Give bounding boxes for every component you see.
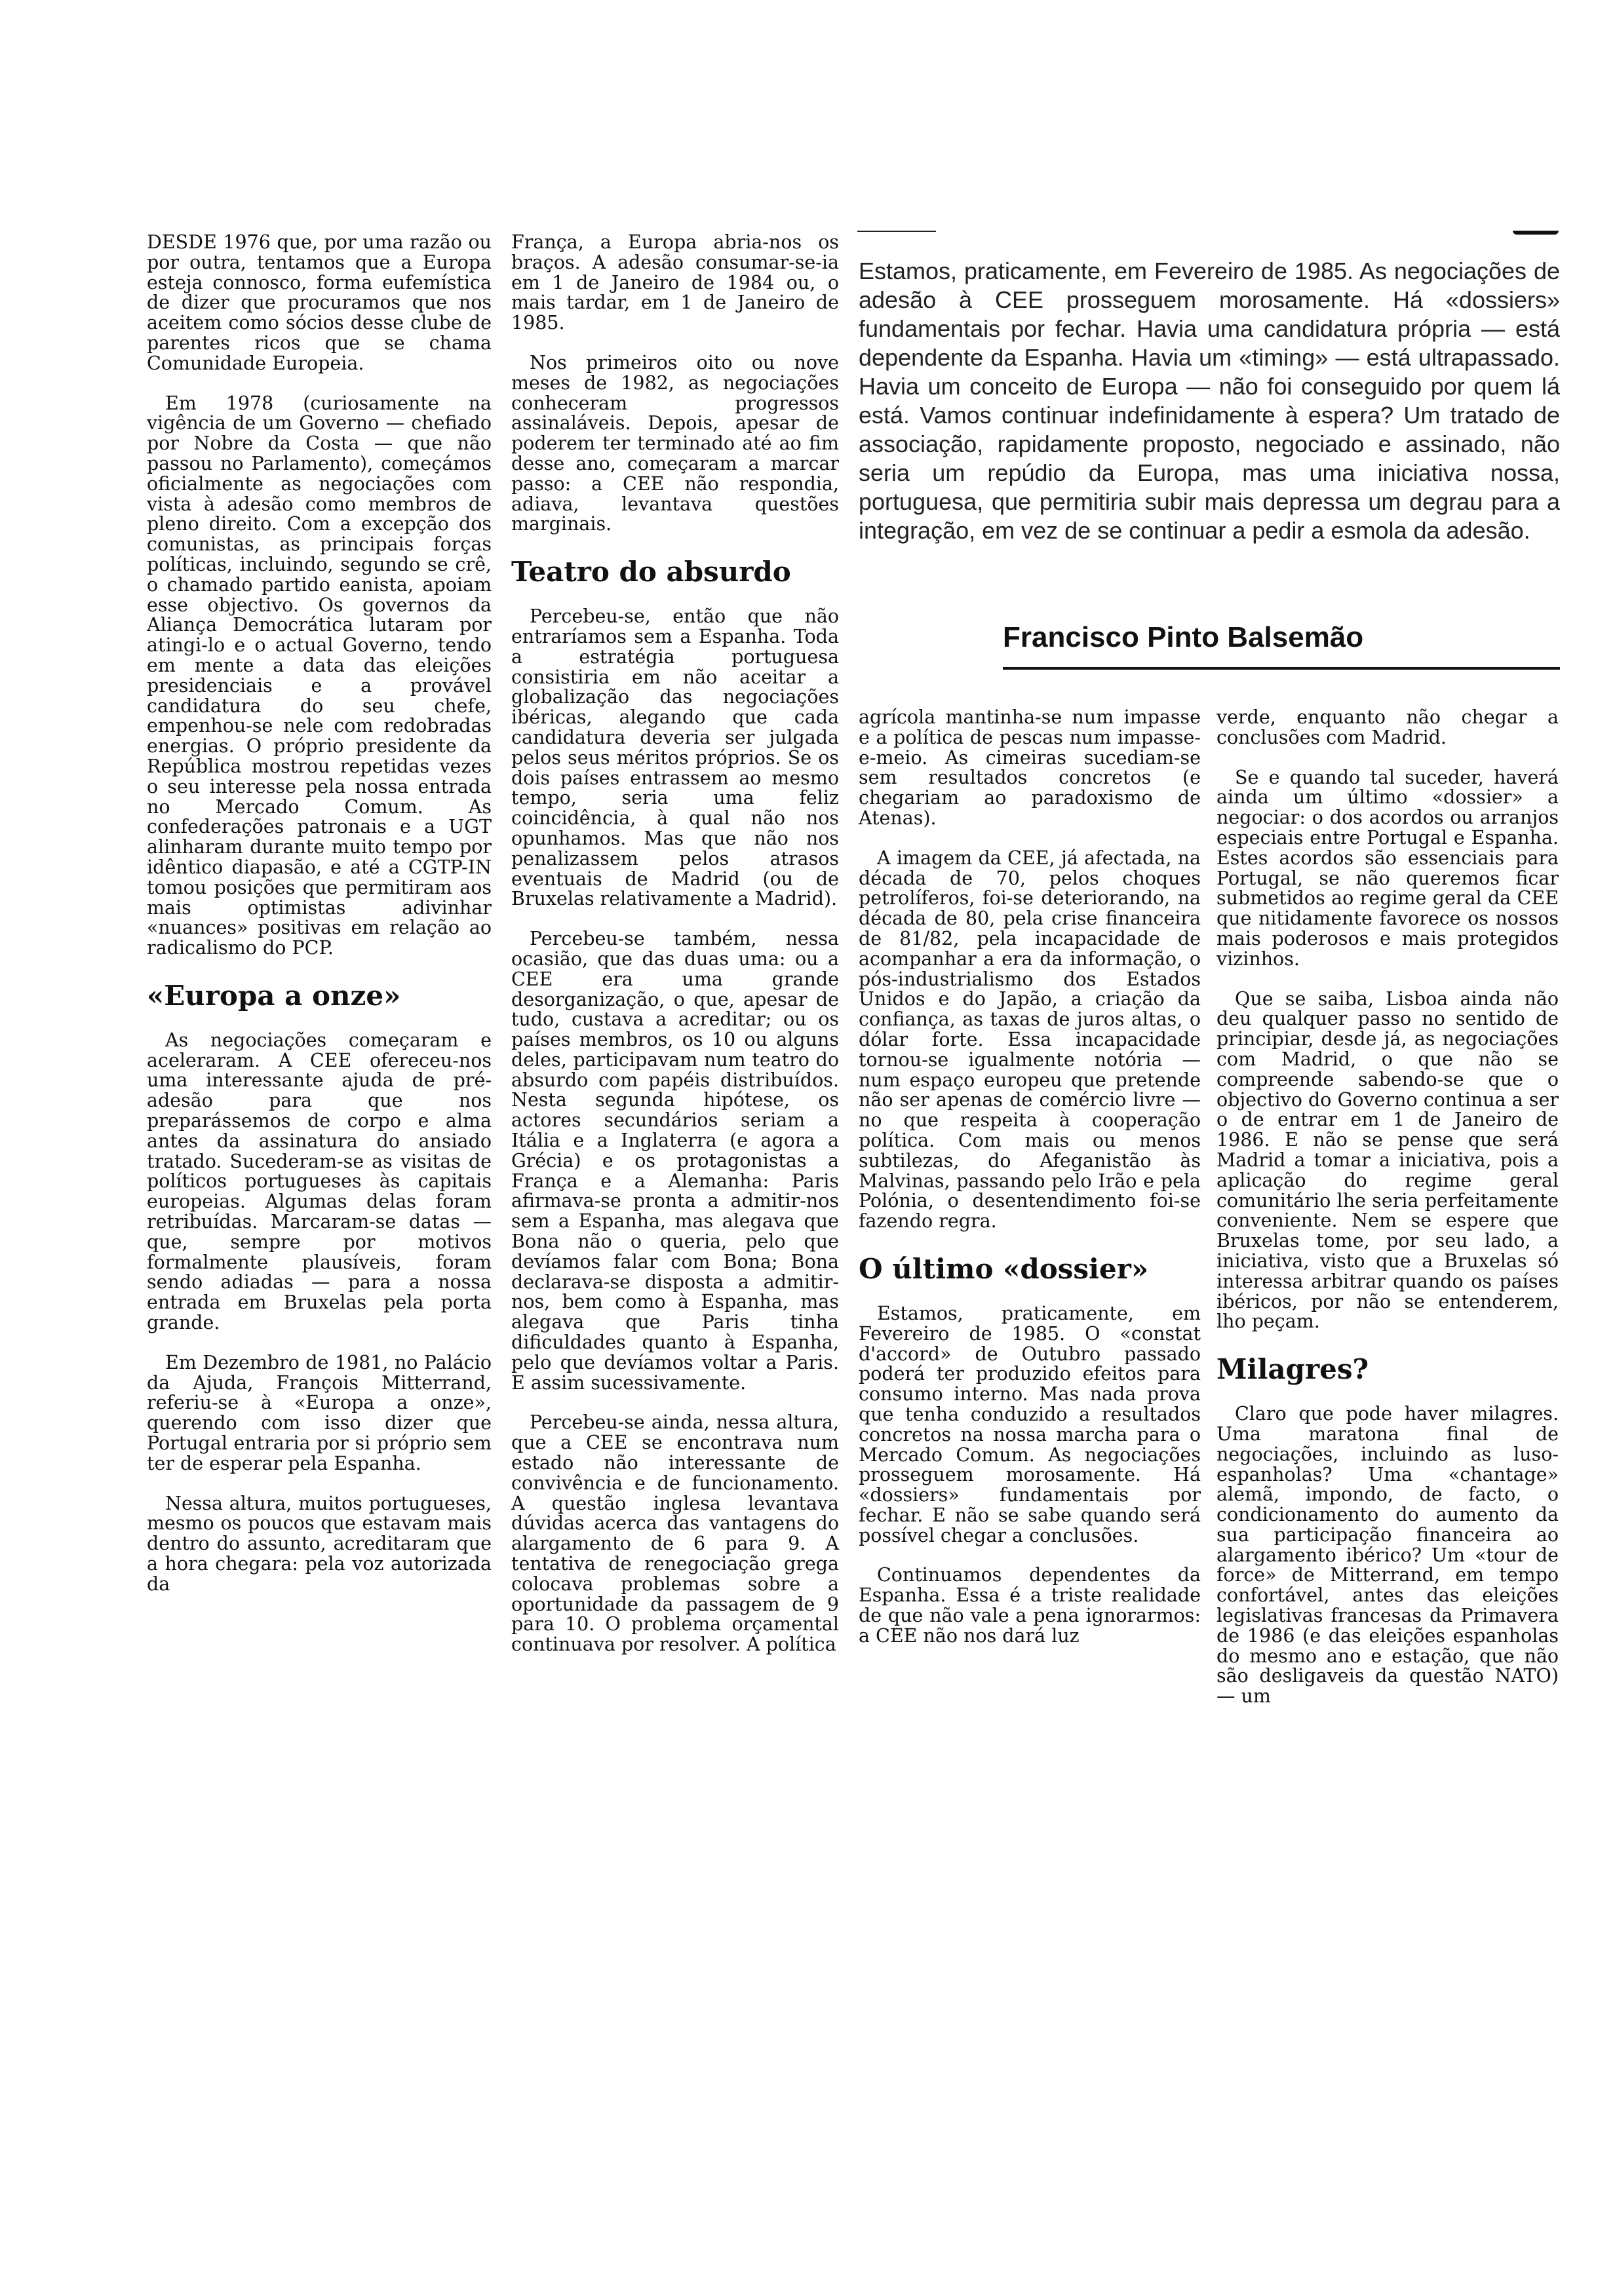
section-heading: Teatro do absurdo — [511, 556, 791, 588]
article-column-1 — [147, 233, 492, 1615]
paragraph: As negociações começaram e aceleraram. A CEE ofereceu-nos uma interessante ajuda de pré-adesão para que nos preparássemos de corpo e alma antes da assinatura do ansiado tratado. Sucederam-se as visitas de políticos portugueses às capitais europeias. Algumas delas foram retribuídas. Marcaram-se datas — que, sempre por motivos formalmente plausíveis, foram sendo adiadas — para a nossa entrada em Bruxelas pela porta grande. — [147, 1029, 492, 1334]
paragraph: Estamos, praticamente, em Fevereiro de 1985. O «constat d'accord» de Outubro passado poderá ter produzido efeitos para consumo interno. Mas nada prova que tenha conduzido a resultados concretos na nossa marcha para o Mercado Comum. As negociações prosseguem morosamente. Há «dossiers» fundamentais por fechar. E não se sabe quando será possível chegar a conclusões. — [859, 1302, 1201, 1546]
paragraph: verde, enquanto não chegar a conclusões com Madrid. — [1216, 706, 1559, 748]
top-rule — [857, 231, 1559, 233]
paragraph: Nessa altura, muitos portugueses, mesmo os poucos que estavam mais dentro do assunto, acreditaram que a hora chegara: pela voz autorizada da — [147, 1492, 492, 1595]
article-column-4 — [1216, 708, 1559, 1727]
paragraph: Percebeu-se também, nessa ocasião, que das duas uma: ou a CEE era uma grande desorganização, o que, apesar de tudo, custava a acreditar; ou os países membros, os 10 ou alguns deles, participavam num teatro do absurdo com papéis distribuídos. Nesta segunda hipótese, os actores secundários seriam a Itália e a Inglaterra (e agora a Grécia) e os protagonistas a França e a Alemanha: Paris afirmava-se pronta a admitir-nos sem a Espanha, mas alegava que Bona não o queria, pelo que devíamos falar com Bona; Bona declarava-se disposta a admitir-nos, bem como à Espanha, mas alegava que Paris tinha dificuldades quanto à Espanha, pelo que devíamos voltar a Paris. E assim sucessivamente. — [511, 928, 839, 1394]
paragraph: Em 1978 (curiosamente na vigência de um Governo — chefiado por Nobre da Costa — que não passou no Parlamento), começámos oficialmente as negociações com vista à adesão como membros de pleno direito. Com a excepção dos comunistas, as principais forças políticas, incluindo, segundo se crê, o chamado partido eanista, apoiam esse objectivo. Os governos da Aliança Democrática lutaram por atingi-lo e o actual Governo, tendo em mente a data das eleições presidenciais e a provável candidatura do seu chefe, empenhou-se nele com redobradas energias. O próprio presidente da República mostrou repetidas vezes o seu interesse pela nossa entrada no Mercado Comum. As confederações patronais e a UGT alinharam durante muito tempo por idêntico diapasão, e até a CGTP-IN tomou posições que permitiram aos mais optimistas adivinhar «nuances» positivas em relação ao radicalismo do PCP. — [147, 392, 492, 959]
paragraph: Claro que pode haver milagres. Uma maratona final de negociações, incluindo as luso-espanholas? Uma «chantage» alemã, impondo, de facto, o condicionamento do aumento da sua participação financeira ao alargamento ibérico? Um «tour de force» de Mitterrand, em tempo confortável, antes das eleições legislativas francesas da Primavera de 1986 (e das eleições espanholas do mesmo ano e estação, que não são desligaveis da questão NATO) — um — [1216, 1403, 1559, 1708]
paragraph: Se e quando tal suceder, haverá ainda um último «dossier» a negociar: o dos acordos ou arranjos especiais entre Portugal e Espanha. Estes acordos são essenciais para Portugal, se não queremos ficar submetidos ao regime geral da CEE que nitidamente favorece os nossos mais poderosos e mais protegidos vizinhos. — [1216, 766, 1559, 970]
paragraph: Percebeu-se, então que não entraríamos sem a Espanha. Toda a estratégia portuguesa consistiria em não aceitar a globalização das negociações ibéricas, alegando que cada candidatura deveria ser julgada pelos seus méritos próprios. Se os dois países entrassem ao mesmo tempo, seria uma feliz coincidência, à qual não nos opunhamos. Mas que não nos penalizassem pelos atrasos eventuais de Madrid (ou de Bruxelas relativamente a Madrid). — [511, 605, 839, 910]
paragraph: Percebeu-se ainda, nessa altura, que a CEE se encontrava num estado não interessante de convivência e de funcionamento. A questão inglesa levantava dúvidas acerca das vantagens do alargamento de 6 para 9. A tentativa de renegociação grega colocava problemas sobre a oportunidade da passagem de 9 para 10. O problema orçamental continuava por resolver. A política — [511, 1411, 839, 1656]
paragraph: França, a Europa abria-nos os braços. A adesão consumar-se-ia em 1 de Janeiro de 1984 ou, o mais tardar, em 1 de Janeiro de 1985. — [511, 231, 839, 334]
section-heading: Milagres? — [1216, 1353, 1369, 1386]
paragraph: DESDE 1976 que, por uma razão ou por outra, tentamos que a Europa esteja connosco, forma eufemística de dizer que procuramos que nos aceitem como sócios desse clube de parentes ricos que se chama Comunidade Europeia. — [147, 231, 492, 374]
author-byline: Francisco Pinto Balsemão — [1003, 621, 1364, 653]
byline-rule — [1003, 667, 1560, 670]
pull-quote: Estamos, praticamente, em Fevereiro de 1985. As negociações de adesão à CEE prosseguem morosamente. Há «dossiers» fundamentais por fechar. Havia uma candidatura própria — está dependente da Espanha. Havia um «timing» — está ultrapassado. Havia um conceito de Europa — não foi conseguido por quem lá está. Vamos continuar indefinidamente à espera? Um tratado de associação, rapidamente proposto, negociado e assinado, não seria um repúdio da Europa, mas uma iniciativa nossa, portuguesa, que permitiria subir mais depressa um degrau para a integração, em vez de se continuar a pedir a esmola da adesão. — [859, 258, 1560, 544]
paragraph: Continuamos dependentes da Espanha. Essa é a triste realidade de que não vale a pena ignorarmos: a CEE não nos dará luz — [859, 1564, 1201, 1647]
top-rule-left — [857, 231, 936, 232]
article-column-2 — [511, 233, 839, 1675]
paragraph: A imagem da CEE, já afectada, na década de 70, pelos choques petrolíferos, foi-se deteriorando, na década de 80, pela crise financeira de 81/82, pela incapacidade de acompanhar a era da informação, o pós-industrialismo dos Estados Unidos e do Japão, a criação da confiança, as taxas de juros altas, o dólar forte. Essa incapacidade tornou-se igualmente notória — num espaço europeu que pretende não ser apenas de comércio livre — no que respeita à cooperação política. Com mais ou menos subtilezas, do Afeganistão às Malvinas, passando pelo Irão e pela Polónia, o desentendimento foi-se fazendo regra. — [859, 847, 1201, 1233]
top-rule-right — [1513, 231, 1559, 235]
section-heading: «Europa a onze» — [147, 979, 401, 1012]
paragraph: Em Dezembro de 1981, no Palácio da Ajuda, François Mitterrand, referiu-se à «Europa a onze», querendo com isso dizer que Portugal entraria por si próprio sem ter de esperar pela Espanha. — [147, 1351, 492, 1474]
paragraph: Que se saiba, Lisboa ainda não deu qualquer passo no sentido de principiar, desde já, as negociações com Madrid, o que não se compreende sabendo-se que o objectivo do Governo continua a ser o de entrar em 1 de Janeiro de 1986. E não se pense que será Madrid a tomar a iniciativa, pois a aplicação do regime geral comunitário lhe seria perfeitamente conveniente. Nem se espere que Bruxelas tome, por seu lado, a iniciativa, visto que a Bruxelas só interessa arbitrar quando os países ibéricos, por não se entenderem, lho peçam. — [1216, 987, 1559, 1333]
article-column-3 — [859, 708, 1201, 1666]
paragraph: agrícola mantinha-se num impasse e a política de pescas num impasse-e-meio. As cimeiras sucediam-se sem resultados concretos (e chegariam ao paradoxismo de Atenas). — [859, 706, 1201, 829]
section-heading: O último «dossier» — [859, 1252, 1149, 1285]
paragraph: Nos primeiros oito ou nove meses de 1982, as negociações conheceram progressos assinaláveis. Depois, apesar de poderem ter terminado até ao fim desse ano, começaram a marcar passo: a CEE não respondia, adiava, levantava questões marginais. — [511, 351, 839, 535]
